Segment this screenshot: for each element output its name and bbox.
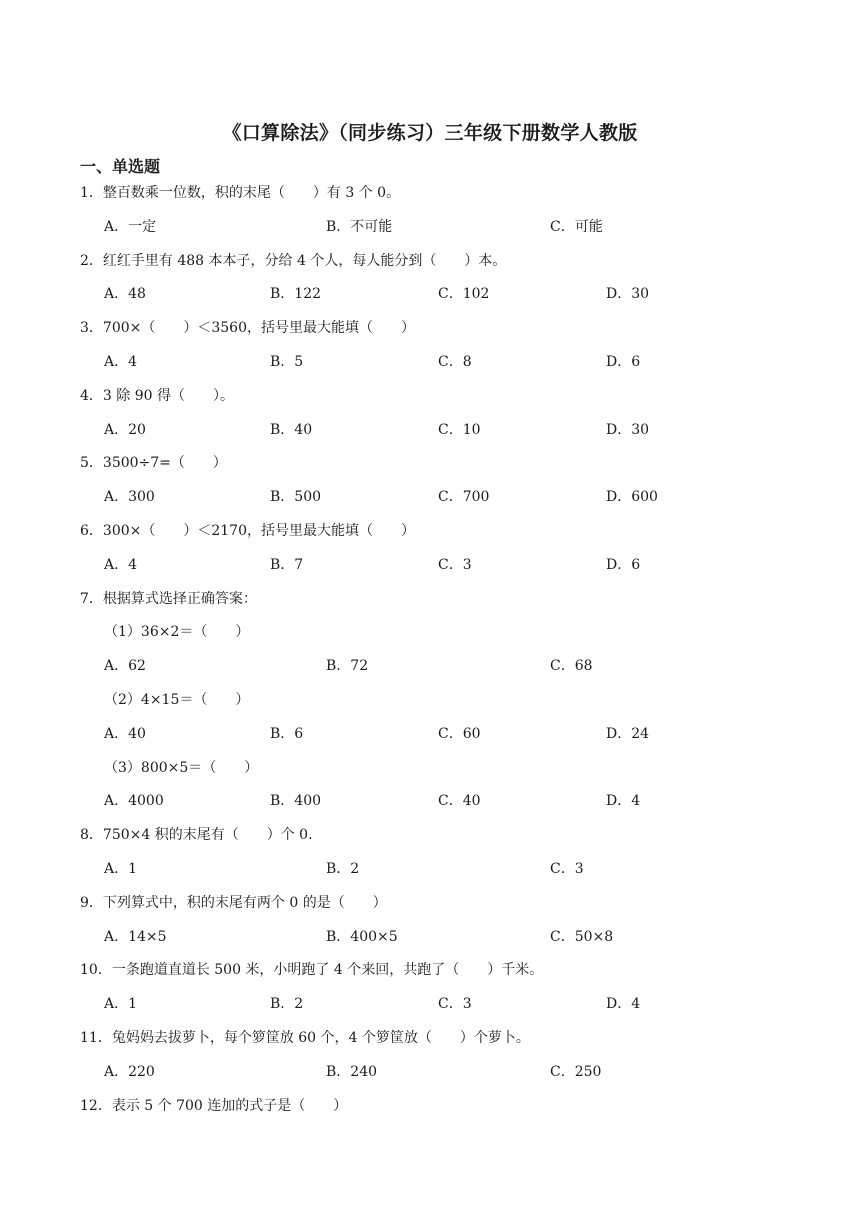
answer-option: C．250 bbox=[550, 1063, 602, 1080]
answer-option: C．8 bbox=[438, 354, 472, 370]
answer-option: A．220 bbox=[104, 1063, 155, 1080]
question-text: 8．750×4 积的末尾有（ ）个 0. bbox=[80, 827, 313, 844]
answer-option: A．20 bbox=[104, 421, 146, 438]
answer-option: B．2 bbox=[270, 996, 304, 1013]
answer-option: B．72 bbox=[326, 658, 369, 675]
answer-option: D．4 bbox=[606, 996, 641, 1013]
answer-option: B．不可能 bbox=[326, 218, 393, 235]
answer-option: C．700 bbox=[438, 489, 490, 506]
question-text: 2．红红手里有 488 本本子，分给 4 个人，每人能分到（ ）本。 bbox=[80, 252, 507, 269]
answer-option: D．600 bbox=[606, 489, 658, 506]
answer-option: D．6 bbox=[606, 556, 641, 573]
answer-option: D．6 bbox=[606, 354, 641, 370]
section-heading: 一、单选题 bbox=[80, 157, 161, 176]
answer-option: C．40 bbox=[438, 793, 481, 810]
answer-option: C．可能 bbox=[550, 218, 603, 235]
question-text: 6．300×（ ）＜2170，括号里最大能填（ ） bbox=[80, 523, 415, 539]
answer-option: A．一定 bbox=[104, 218, 157, 235]
question-text: 5．3500÷7=（ ） bbox=[80, 455, 227, 472]
answer-option: D．24 bbox=[606, 725, 650, 742]
answer-option: B．400×5 bbox=[326, 928, 398, 945]
sub-question-text: （1）36×2＝（ ） bbox=[104, 624, 250, 641]
answer-option: D．30 bbox=[606, 286, 650, 303]
answer-option: D．30 bbox=[606, 421, 650, 438]
question-text: 9．下列算式中，积的末尾有两个 0 的是（ ） bbox=[80, 894, 387, 911]
sub-question-text: （3）800×5＝（ ） bbox=[104, 759, 259, 776]
answer-option: C．3 bbox=[438, 556, 472, 573]
answer-option: A．14×5 bbox=[104, 928, 167, 945]
answer-option: A．4 bbox=[104, 556, 138, 573]
answer-option: C．10 bbox=[438, 421, 481, 438]
question-text: 1．整百数乘一位数，积的末尾（ ）有 3 个 0。 bbox=[80, 185, 401, 201]
answer-option: C．102 bbox=[438, 286, 490, 303]
question-text: 12．表示 5 个 700 连加的式子是（ ） bbox=[80, 1097, 348, 1114]
answer-option: B．500 bbox=[270, 489, 322, 506]
answer-option: A．48 bbox=[104, 286, 146, 303]
worksheet-title: 《口算除法》（同步练习）三年级下册数学人教版 bbox=[222, 122, 638, 144]
answer-option: B．6 bbox=[270, 725, 304, 742]
answer-option: C．50×8 bbox=[550, 928, 614, 945]
question-text: 3．700×（ ）＜3560，括号里最大能填（ ） bbox=[80, 320, 415, 337]
answer-option: C．60 bbox=[438, 725, 481, 742]
question-text: 4．3 除 90 得（ ）。 bbox=[80, 387, 234, 404]
question-text: 11．兔妈妈去拔萝卜，每个箩筐放 60 个，4 个箩筐放（ ）个萝卜。 bbox=[80, 1030, 530, 1046]
answer-option: B．400 bbox=[270, 793, 322, 810]
answer-option: B．7 bbox=[270, 556, 304, 573]
question-text: 10．一条跑道直道长 500 米，小明跑了 4 个来回，共跑了（ ）千米。 bbox=[80, 962, 544, 979]
answer-option: A．4 bbox=[104, 354, 138, 370]
answer-option: B．2 bbox=[326, 861, 360, 877]
answer-option: A．1 bbox=[104, 996, 138, 1013]
answer-option: C．3 bbox=[438, 996, 472, 1013]
answer-option: B．122 bbox=[270, 286, 322, 303]
answer-option: C．3 bbox=[550, 861, 584, 877]
answer-option: A．4000 bbox=[104, 793, 164, 810]
answer-option: A．62 bbox=[104, 658, 146, 675]
answer-option: C．68 bbox=[550, 658, 593, 675]
answer-option: B．40 bbox=[270, 421, 313, 438]
sub-question-text: （2）4×15＝（ ） bbox=[104, 692, 250, 708]
answer-option: A．1 bbox=[104, 861, 138, 877]
question-text: 7．根据算式选择正确答案： bbox=[80, 590, 257, 607]
answer-option: A．300 bbox=[104, 489, 155, 506]
answer-option: B．240 bbox=[326, 1063, 378, 1080]
answer-option: A．40 bbox=[104, 725, 146, 742]
answer-option: D．4 bbox=[606, 793, 641, 810]
answer-option: B．5 bbox=[270, 354, 304, 370]
